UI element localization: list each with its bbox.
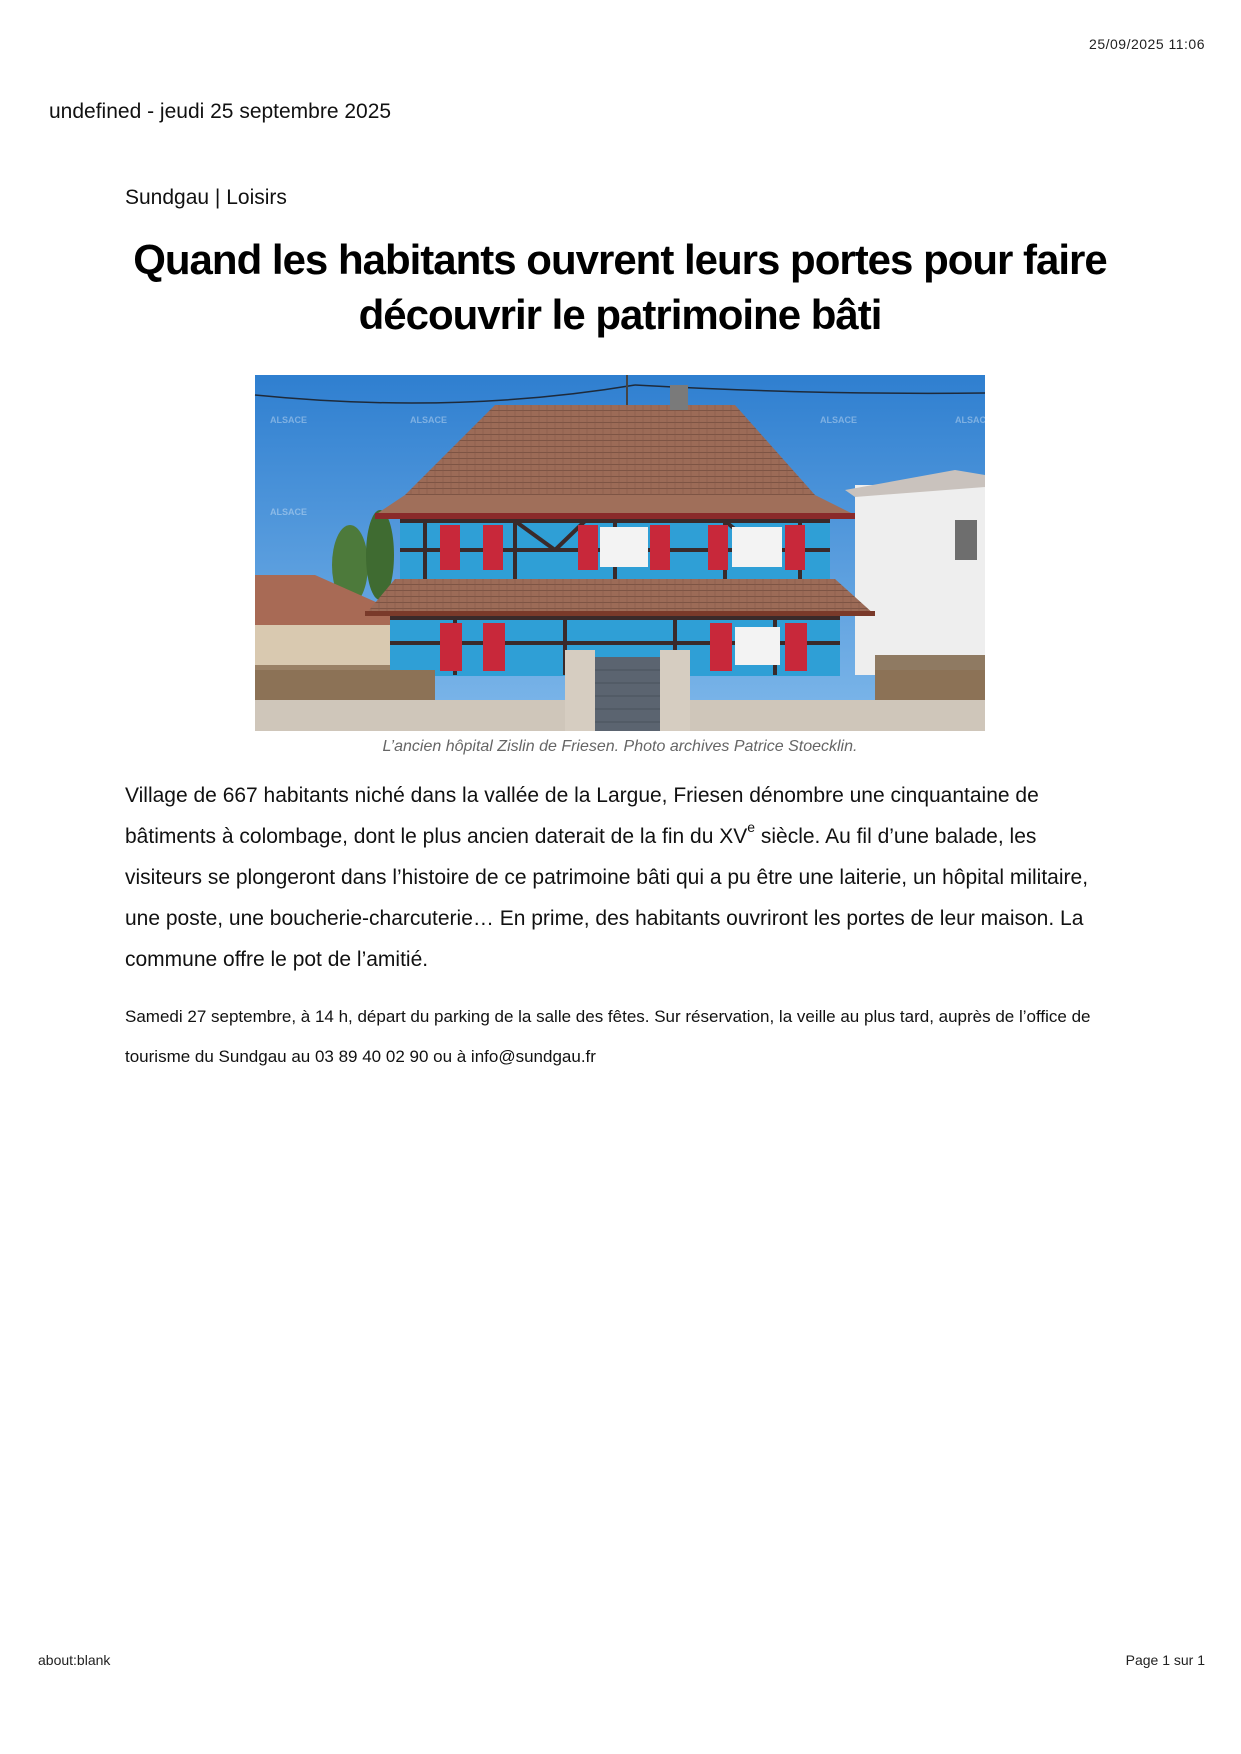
half-timbered-house-photo [255,375,993,731]
watermark: ALSACE [270,415,308,425]
article-headline: Quand les habitants ouvrent leurs portes pour faire découvrir le patrimoine bâti [133,236,1107,338]
print-footer-page-number: Page 1 sur 1 [1125,1652,1205,1668]
watermark: ALSACE [955,415,993,425]
watermark: ALSACE [270,507,308,517]
article [125,186,1115,1077]
section-label: Sundgau | Loisirs [125,186,287,209]
print-footer-url: about:blank [38,1652,111,1668]
watermark: ALSACE [410,415,448,425]
photo-caption: L’ancien hôpital Zislin de Friesen. Photo archives Patrice Stoecklin. [382,738,858,755]
watermark: ALSACE [820,415,858,425]
edition-line: undefined - jeudi 25 septembre 2025 [49,100,392,123]
article-body-part1: Village de 667 habitants niché dans la vallée de la Largue, Friesen dénombre une cinquantaine de bâtiments à colombage, dont le plus ancien daterait de la fin du XV [125,784,1039,848]
century-superscript: e [747,819,756,835]
gate [595,657,660,731]
article-figure [255,375,993,756]
print-datetime: 25/09/2025 11:06 [1089,36,1205,52]
article-body [125,775,1115,980]
event-info: Samedi 27 septembre, à 14 h, départ du parking de la salle des fêtes. Sur réservation, la veille au plus tard, auprès de l’office de tourisme du Sundgau au 03 89 40 02 90 ou à info@sundgau.fr [125,1007,1091,1066]
article-body-part2: siècle. Au fil d’une balade, les visiteurs se plongeront dans l’histoire de ce patrimoine bâti qui a pu être une laiterie, un hôpital militaire, une poste, une boucherie-charcuterie… En prime, des habitants ouvriront les portes de leur maison. La commune offre le pot de l’amitié. [125,825,1089,971]
